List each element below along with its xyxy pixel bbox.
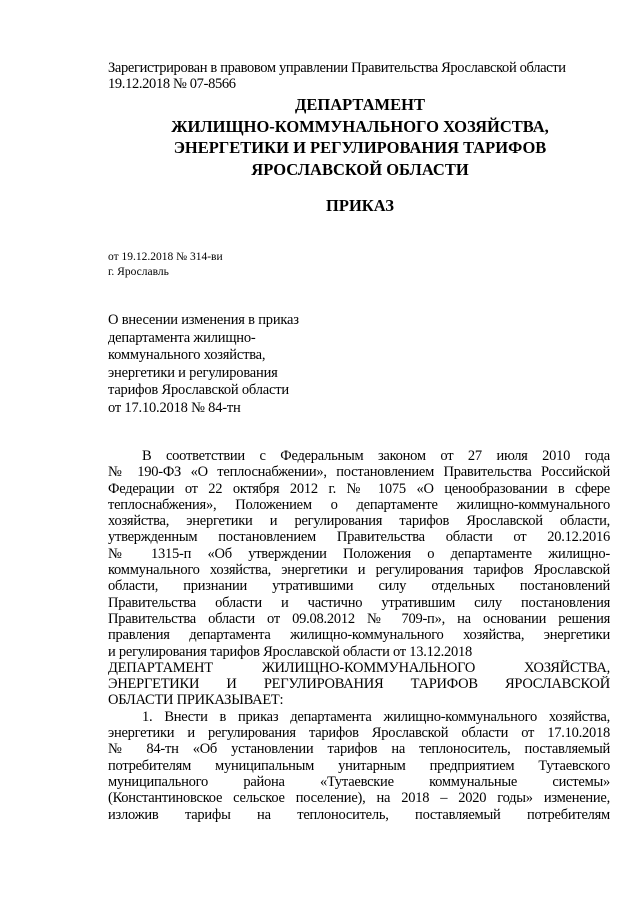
body-line: (Константиновское сельское поселение), на 2018 – 2020 годы» изменение,: [108, 790, 610, 807]
order-body: [108, 448, 610, 823]
subject-line: тарифов Ярославской области: [108, 382, 289, 398]
body-line: утвержденным постановлением Правительства области от 20.12.2016: [108, 529, 610, 546]
body-line: хозяйства, энергетики и регулирования тарифов Ярославской области,: [108, 513, 610, 530]
body-line: и регулирования тарифов Ярославской области от 13.12.2018: [108, 643, 473, 660]
body-line: 1. Внести в приказ департамента жилищно-коммунального хозяйства,: [142, 708, 610, 725]
subject-line: от 17.10.2018 № 84-тн: [108, 399, 241, 416]
body-line: В соответствии с Федеральным законом от 27 июля 2010 года: [142, 448, 610, 464]
body-line: области, признании утратившими силу отдельных постановлений: [108, 578, 610, 595]
department-header: [100, 94, 620, 180]
order-city: г. Ярославль: [108, 266, 169, 278]
body-line: потребителям муниципальным унитарным предприятием Тутаевского: [108, 757, 610, 774]
body-line: энергетики и регулирования тарифов Ярославской области от 17.10.2018: [108, 725, 610, 742]
body-line: ДЕПАРТАМЕНТ ЖИЛИЩНО-КОММУНАЛЬНОГО ХОЗЯЙСТВА,: [108, 659, 610, 676]
body-line: муниципального района «Тутаевские коммунальные системы»: [108, 773, 610, 790]
order-title: ПРИКАЗ: [326, 196, 394, 215]
body-line: изложив тарифы на теплоноситель, поставляемый потребителям: [108, 806, 610, 823]
department-line: ДЕПАРТАМЕНТ: [295, 95, 425, 114]
body-line: Правительства области от 09.08.2012 № 709-п», на основании решения: [108, 610, 610, 627]
body-line: правления департамента жилищно-коммунального хозяйства, энергетики: [108, 627, 610, 644]
body-line: теплоснабжения», Положением о департаменте жилищно-коммунального: [108, 496, 610, 513]
subject-line: департамента жилищно-: [108, 329, 256, 346]
department-line: ЯРОСЛАВСКОЙ ОБЛАСТИ: [251, 159, 469, 179]
body-line: № 84-тн «Об установлении тарифов на теплоноситель, поставляемый: [108, 741, 610, 758]
body-line: № 1315-п «Об утверждении Положения о департаменте жилищно-: [108, 545, 610, 562]
registration-line-2: 19.12.2018 № 07-8566: [108, 76, 236, 92]
body-line: ЭНЕРГЕТИКИ И РЕГУЛИРОВАНИЯ ТАРИФОВ ЯРОСЛАВСКОЙ: [108, 676, 610, 693]
body-line: Федерации от 22 октября 2012 г. № 1075 «О ценообразовании в сфере: [108, 480, 610, 497]
order-meta: [108, 250, 223, 280]
registration-note: [108, 60, 566, 92]
body-line: Правительства области и частично утратившим силу постановления: [108, 594, 610, 611]
department-line: ЖИЛИЩНО-КОММУНАЛЬНОГО ХОЗЯЙСТВА,: [171, 116, 549, 136]
subject-line: коммунального хозяйства,: [108, 347, 266, 363]
subject-line: энергетики и регулирования: [108, 364, 278, 381]
body-line: коммунального хозяйства, энергетики и регулирования тарифов Ярославской: [108, 562, 610, 579]
department-line: ЭНЕРГЕТИКИ И РЕГУЛИРОВАНИЯ ТАРИФОВ: [173, 138, 547, 157]
order-date-number: от 19.12.2018 № 314-ви: [108, 251, 223, 263]
body-line: ОБЛАСТИ ПРИКАЗЫВАЕТ:: [108, 692, 284, 709]
order-subject: [108, 312, 299, 417]
registration-line-1: Зарегистрирован в правовом управлении Правительства Ярославской области: [108, 60, 566, 76]
body-line: № 190-ФЗ «О теплоснабжении», постановлением Правительства Российской: [108, 464, 610, 481]
subject-line: О внесении изменения в приказ: [108, 312, 299, 328]
